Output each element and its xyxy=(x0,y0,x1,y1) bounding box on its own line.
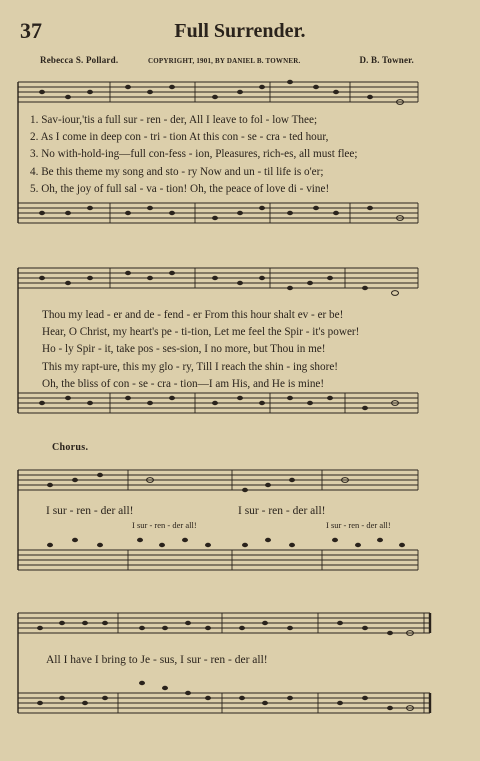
author-credit: Rebecca S. Pollard. xyxy=(40,55,119,65)
verse-2-line-1: 2. As I come in deep con - tri - tion At this con - se - cra - ted hour, xyxy=(30,131,329,144)
hymn-number: 37 xyxy=(20,18,42,43)
verse-1-line-1: 1. Sav-iour,'tis a full sur - ren - der, All I leave to fol - low Thee; xyxy=(30,114,318,126)
verse-5-line-2: Oh, the bliss of con - se - cra - tion—I am His, and He is mine! xyxy=(42,377,325,390)
staff-1-bass xyxy=(18,203,418,223)
staff-1-treble xyxy=(18,82,418,102)
staff-4-bass xyxy=(18,693,430,713)
chorus-echo-right: I sur - ren - der all! xyxy=(326,520,391,530)
verses-part-1 xyxy=(30,112,460,198)
chorus-line-1-right: I sur - ren - der all! xyxy=(238,505,326,517)
staff-4-treble xyxy=(18,613,430,633)
verse-3-line-1: 3. No with-hold-ing—full con-fess - ion, Pleasures, rich-es, all must flee; xyxy=(30,148,358,161)
verses-part-2 xyxy=(42,307,472,393)
verse-5-line-1: 5. Oh, the joy of full sal - va - tion! Oh, the peace of love di - vine! xyxy=(30,182,330,195)
copyright-notice: COPYRIGHT, 1901, BY DANIEL B. TOWNER. xyxy=(148,57,301,65)
chorus-line-1-left: I sur - ren - der all! xyxy=(46,505,134,517)
chorus-final-line: All I have I bring to Je - sus, I sur - ren - der all! xyxy=(46,654,268,666)
verse-3-line-2: Ho - ly Spir - it, take pos - ses-sion, I no more, but Thou in me! xyxy=(42,343,326,356)
verse-4-line-1: 4. Be this theme my song and sto - ry Now and un - til life is o'er; xyxy=(30,165,324,178)
composer-credit: D. B. Towner. xyxy=(359,55,414,65)
chorus-echo-left: I sur - ren - der all! xyxy=(132,520,197,530)
hymn-title: Full Surrender. xyxy=(174,20,306,42)
verse-4-line-2: This my rapt-ure, this my glo - ry, Till I reach the shin - ing shore! xyxy=(42,360,339,373)
chorus-label: Chorus. xyxy=(52,442,89,453)
verse-2-line-2: Hear, O Christ, my heart's pe - ti-tion, Let me feel the Spir - it's power! xyxy=(42,326,360,339)
verse-1-line-2: Thou my lead - er and de - fend - er From this hour shalt ev - er be! xyxy=(42,309,344,321)
staff-3-bass xyxy=(18,550,418,570)
